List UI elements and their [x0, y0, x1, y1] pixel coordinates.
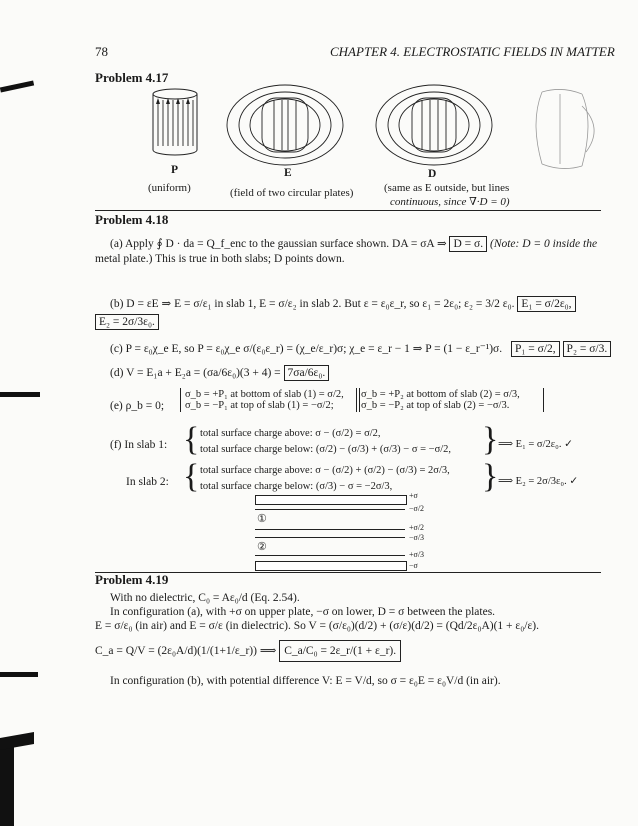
top-plate [255, 495, 407, 505]
binder-mark-lower [0, 672, 38, 677]
charge-label-slab2-bottom: +σ/3 [409, 550, 425, 559]
charge-label-top-plate: +σ [409, 491, 418, 500]
part-b-answer-box-2: E₂ = 2σ/3ε₀. [95, 314, 159, 330]
figure-d-caption-line2: continuous, since ∇·D = 0) [390, 196, 510, 208]
part-e-slab2-line1: σ_b = +P₂ at bottom of slab (2) = σ/3, [361, 389, 520, 400]
part-e-slab2-line2: σ_b = −P₂ at top of slab (2) = −σ/3. [361, 400, 510, 411]
part-a-answer-box: D = σ. [449, 236, 487, 252]
binder-mark-top [0, 81, 34, 93]
p419-line5: In configuration (b), with potential difference V: E = V/d, so σ = ε₀E = ε₀V/d (in air). [110, 675, 501, 687]
chapter-header: CHAPTER 4. ELECTROSTATIC FIELDS IN MATTER [330, 44, 615, 59]
slab-1-bottom-line [255, 529, 405, 530]
part-f-slab1-label: (f) In slab 1: [110, 439, 168, 451]
binder-mark-bottom [0, 745, 14, 826]
part-f-slab2-label: In slab 2: [126, 476, 169, 488]
part-f-slab2-line1: total surface charge above: σ − (σ/2) + (σ/2) − (σ/3) = 2σ/3, [200, 465, 450, 476]
p419-line1: With no dielectric, C₀ = Aε₀/d (Eq. 2.54). [110, 592, 300, 604]
figure-e-field-lines [224, 82, 346, 168]
part-e-box-slab1 [180, 388, 360, 412]
part-f-slab1-line2: total surface charge below: (σ/2) − (σ/3) + (σ/3) − σ = −σ/2, [200, 444, 452, 455]
part-f-slab1-result: ⟹ E₁ = σ/2ε₀. ✓ [498, 439, 573, 450]
part-d-answer-box: 7σa/6ε₀. [284, 365, 330, 381]
part-f-slab2-line2: total surface charge below: (σ/3) − σ = −2σ/3, [200, 481, 393, 492]
figure-faint-sketch [520, 82, 605, 177]
binder-mark-middle [0, 392, 40, 397]
part-a-note: (Note: D = 0 inside the [489, 238, 598, 250]
part-f-slab1-brace-left: { [183, 421, 200, 458]
part-a-text: (a) Apply ∮ D · da = Q_f_enc to the gaussian surface shown. DA = σA ⇒ [110, 238, 447, 250]
part-b-line1 [110, 296, 576, 312]
slab-2-bottom-line [255, 555, 405, 556]
charge-label-bottom-plate: −σ [409, 561, 418, 570]
slab-diagram [255, 491, 455, 575]
problem-4-19-title: Problem 4.19 [95, 572, 169, 587]
p419-answer-box: C_a/C₀ = 2ε_r/(1 + ε_r). [279, 640, 401, 662]
part-e-slab1-line1: σ_b = +P₁ at bottom of slab (1) = σ/2, [185, 389, 344, 400]
page-number: 78 [95, 44, 108, 59]
part-f-slab2-brace-right: } [482, 458, 499, 495]
part-d-text: (d) V = E₁a + E₂a = (σa/6ε₀)(3 + 4) = [110, 367, 281, 379]
part-a-line1 [110, 236, 597, 252]
part-f-slab1-brace-right: } [482, 421, 499, 458]
part-c-answer-box-1: P₁ = σ/2, [511, 341, 560, 357]
part-d-line [110, 365, 329, 381]
p419-line3: E = σ/ε₀ (in air) and E = σ/ε (in dielectric). So V = (σ/ε₀)(d/2) + (σ/ε)(d/2) = (Qd/2ε₀A)(1 + ε₀/ε). [95, 620, 539, 632]
figure-d-caption-line1: (same as E outside, but lines [384, 182, 510, 194]
figure-d-field-lines [372, 82, 496, 168]
part-b-answer-box-1: E₁ = σ/2ε₀, [517, 296, 575, 312]
part-f-slab2-result: ⟹ E₂ = 2σ/3ε₀. ✓ [498, 476, 579, 487]
problem-4-18-title: Problem 4.18 [95, 212, 169, 227]
figure-polarization-cylinder [135, 80, 215, 170]
part-f-slab2-brace-left: { [183, 458, 200, 495]
figure-e-caption: (field of two circular plates) [230, 187, 354, 199]
part-e-label: (e) ρ_b = 0; [110, 400, 165, 412]
part-c-line [110, 341, 611, 357]
part-c-text: (c) P = ε₀χ_e E, so P = ε₀χ_e σ/(ε₀ε_r) = (χ_e/ε_r)σ; χ_e = ε_r − 1 ⇒ P = (1 − ε_r⁻¹)σ. [110, 343, 503, 355]
p419-line4 [95, 640, 401, 662]
slab-1-marker: ① [257, 513, 267, 525]
part-e-box-slab2 [356, 388, 544, 412]
figure-d-label: D [428, 168, 437, 180]
rule-problem-4-18 [95, 210, 601, 211]
p419-line4-text: C_a = Q/V = (2ε₀A/d)(1/(1+1/ε_r)) ⟹ [95, 645, 277, 657]
part-f-slab1-line1: total surface charge above: σ − (σ/2) = σ/2, [200, 428, 381, 439]
slab-1-top-line [255, 509, 405, 510]
charge-label-slab1-top: −σ/2 [409, 504, 425, 513]
part-b-text: (b) D = εE ⇒ E = σ/ε₁ in slab 1, E = σ/ε₂ in slab 2. But ε = ε₀ε_r, so ε₁ = 2ε₀; ε₂ = 3/2 ε₀. [110, 298, 515, 310]
part-c-answer-box-2: P₂ = σ/3. [563, 341, 612, 357]
p419-line2: In configuration (a), with +σ on upper plate, −σ on lower, D = σ between the plates. [110, 606, 496, 618]
figure-p-caption: (uniform) [148, 182, 191, 194]
rule-problem-4-19 [95, 572, 601, 573]
part-b-line2 [95, 314, 159, 330]
figure-p-label: P [171, 164, 179, 176]
charge-label-slab1-bottom: +σ/2 [409, 523, 425, 532]
part-a-line2: metal plate.) This is true in both slabs; D points down. [95, 253, 345, 265]
figure-e-label: E [284, 167, 292, 179]
binder-mark-bottom-tab [0, 732, 34, 750]
problem-4-17-title: Problem 4.17 [95, 70, 169, 85]
slab-2-top-line [255, 537, 405, 538]
slab-2-marker: ② [257, 541, 267, 553]
part-e-slab1-line2: σ_b = −P₁ at top of slab (1) = −σ/2; [185, 400, 334, 411]
charge-label-slab2-top: −σ/3 [409, 533, 425, 542]
bottom-plate [255, 561, 407, 571]
